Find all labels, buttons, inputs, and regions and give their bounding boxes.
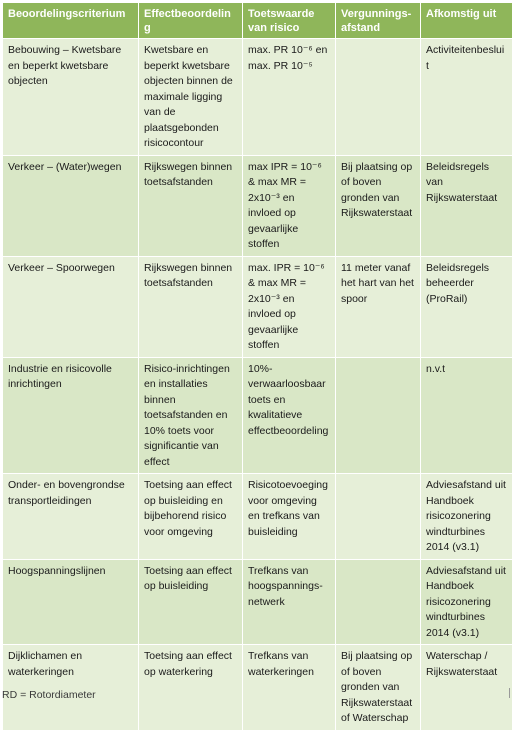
- table-cell: Hoogspanningslijnen: [3, 559, 139, 645]
- table-cell: Risicotoevoeging voor omgeving en trefkans van buisleiding: [243, 474, 336, 560]
- table-cell: 11 meter vanaf het hart van het spoor: [336, 256, 421, 357]
- table-cell: [336, 474, 421, 560]
- table-cell: max. PR 10⁻⁶ en max. PR 10⁻⁵: [243, 39, 336, 156]
- table-cell: Bij plaatsing op of boven gronden van Rijkswaterstaat of Waterschap: [336, 645, 421, 731]
- table-cell: Adviesafstand uit Handboek risicozonering windturbines 2014 (v3.1): [421, 559, 513, 645]
- table-cell: Verkeer – Spoorwegen: [3, 256, 139, 357]
- table-cell: Rijkswegen binnen toetsafstanden: [139, 256, 243, 357]
- table-row: [3, 155, 513, 256]
- table-row: [3, 256, 513, 357]
- table-cell: Trefkans van waterkeringen: [243, 645, 336, 731]
- header-effectbeoordeling: Effectbeoordeling: [139, 3, 243, 39]
- table-cell: Toetsing aan effect op waterkering: [139, 645, 243, 731]
- table-row: [3, 474, 513, 560]
- table-cell: max IPR = 10⁻⁶ & max MR = 2x10⁻³ en invloed op gevaarlijke stoffen: [243, 155, 336, 256]
- table-header-row: [3, 3, 513, 39]
- table-cell: [336, 357, 421, 474]
- table-row: [3, 559, 513, 645]
- table-cell: Activiteitenbesluit: [421, 39, 513, 156]
- table-cell: Onder- en bovengrondse transportleidingen: [3, 474, 139, 560]
- table-cell: Adviesafstand uit Handboek risicozonering windturbines 2014 (v3.1): [421, 474, 513, 560]
- header-afkomstig-uit: Afkomstig uit: [421, 3, 513, 39]
- table-cell: Waterschap / Rijkswaterstaat: [421, 645, 513, 731]
- table-cell: Industrie en risicovolle inrichtingen: [3, 357, 139, 474]
- footnote: RD = Rotordiameter: [2, 689, 96, 701]
- table-cell: Beleidsregels van Rijkswaterstaat: [421, 155, 513, 256]
- header-toetswaarde: Toetswaarde van risico: [243, 3, 336, 39]
- table-cell: Dijklichamen en waterkeringen: [3, 645, 139, 731]
- header-criterium: Beoordelingscriterium: [3, 3, 139, 39]
- table-cell: max. IPR = 10⁻⁶ & max MR = 2x10⁻³ en invloed op gevaarlijke stoffen: [243, 256, 336, 357]
- header-vergunningsafstand: Vergunnings-afstand: [336, 3, 421, 39]
- table-row: [3, 645, 513, 731]
- table-cell: Bebouwing – Kwetsbare en beperkt kwetsbare objecten: [3, 39, 139, 156]
- risk-criteria-table: [2, 2, 513, 731]
- table-cell: Verkeer – (Water)wegen: [3, 155, 139, 256]
- table-row: [3, 39, 513, 156]
- table-cell: Kwetsbare en beperkt kwetsbare objecten binnen de maximale ligging van de plaatsgebonden risicocontour: [139, 39, 243, 156]
- table-cell: Risico-inrichtingen en installaties binnen toetsafstanden en 10% toets voor significantie van effect: [139, 357, 243, 474]
- text-cursor-mark: [509, 688, 510, 698]
- table-cell: Beleidsregels beheerder (ProRail): [421, 256, 513, 357]
- table-row: [3, 357, 513, 474]
- table-cell: 10%-verwaarloosbaar toets en kwalitatieve effectbeoordeling: [243, 357, 336, 474]
- table-cell: Trefkans van hoogspannings-netwerk: [243, 559, 336, 645]
- table-cell: Toetsing aan effect op buisleiding: [139, 559, 243, 645]
- table-cell: Bij plaatsing op of boven gronden van Rijkswaterstaat: [336, 155, 421, 256]
- table-cell: Rijkswegen binnen toetsafstanden: [139, 155, 243, 256]
- table-cell: n.v.t: [421, 357, 513, 474]
- table-cell: [336, 559, 421, 645]
- table-cell: Toetsing aan effect op buisleiding en bijbehorend risico voor omgeving: [139, 474, 243, 560]
- table-cell: [336, 39, 421, 156]
